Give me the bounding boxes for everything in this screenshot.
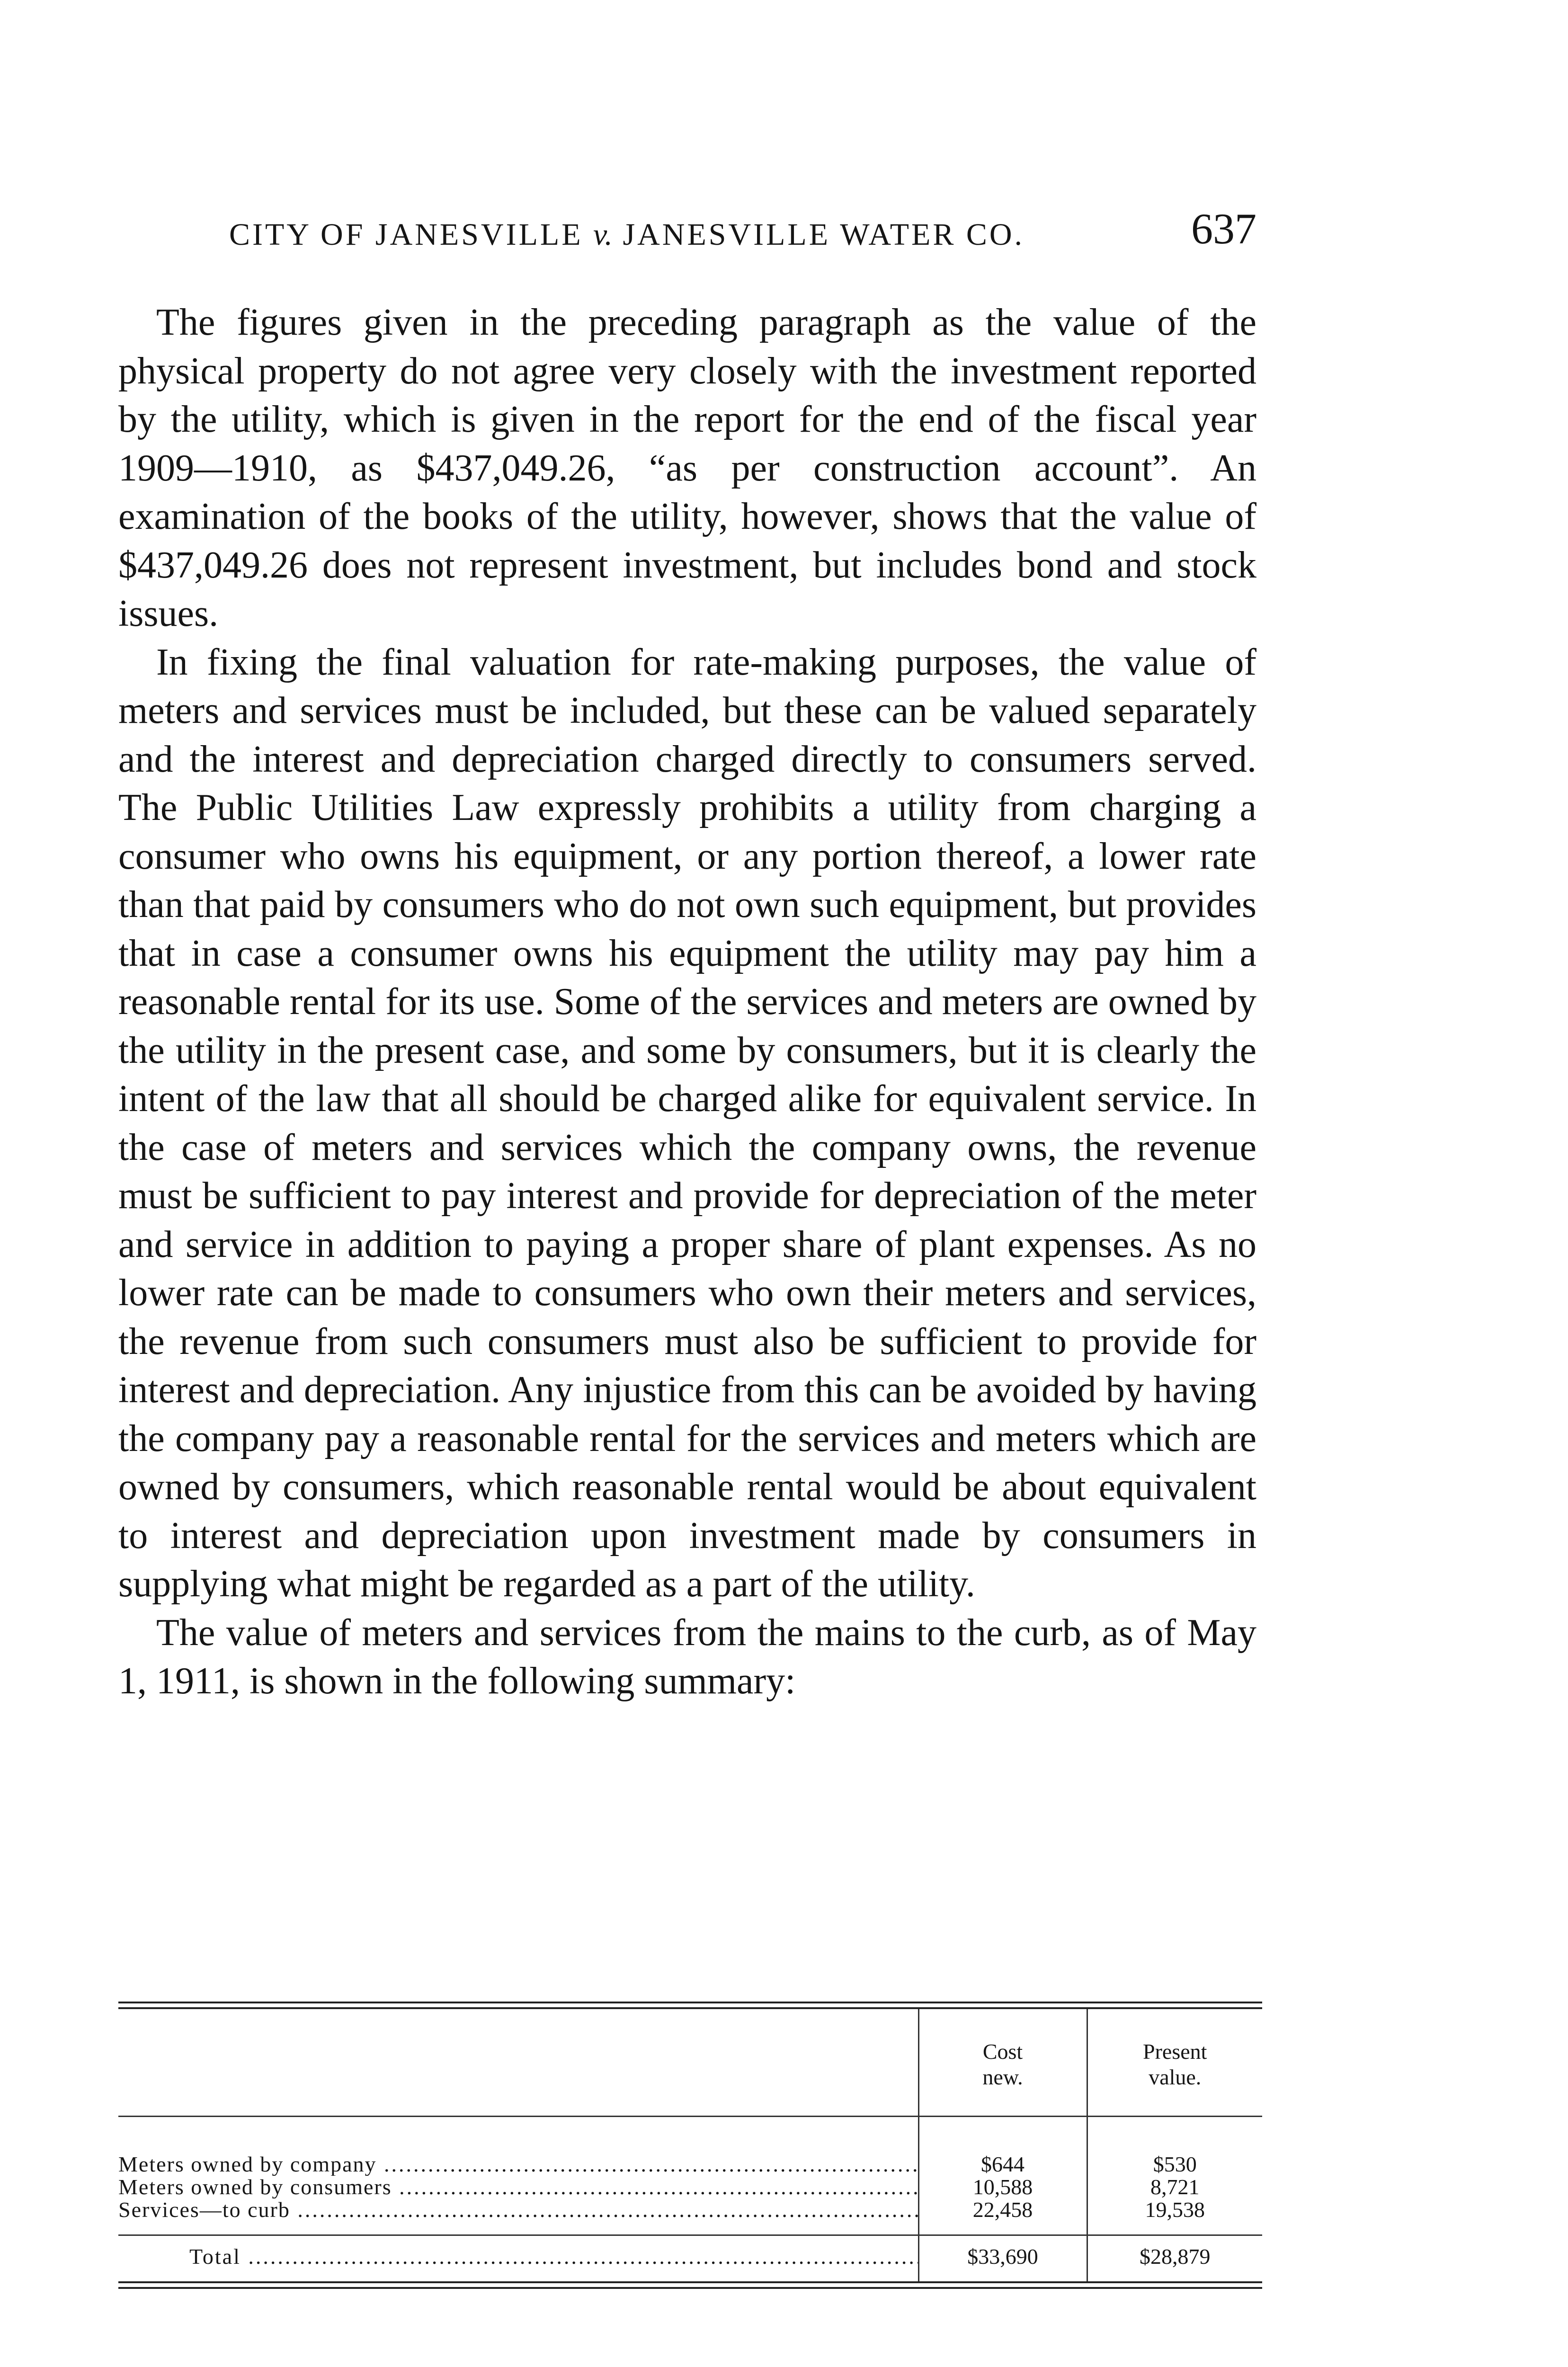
cell-present-value: $530 [1087, 2116, 1262, 2176]
header-blank [118, 2009, 918, 2116]
table-total-row [118, 2235, 1262, 2281]
total-cost-new: $33,690 [918, 2235, 1087, 2281]
running-head [229, 217, 1025, 253]
body-text [118, 298, 1256, 1706]
page-number: 637 [1191, 205, 1256, 253]
table-header-row [118, 2009, 1262, 2116]
table-bottom-rule [118, 2281, 1262, 2289]
summary-table [118, 2002, 1262, 2289]
total-present-value: $28,879 [1087, 2235, 1262, 2281]
cell-cost-new: $644 [918, 2116, 1087, 2176]
running-head-part1: CITY OF JANESVILLE [229, 217, 583, 252]
cell-cost-new: 22,458 [918, 2198, 1087, 2235]
paragraph-summary-intro: The value of meters and services from the mains to the curb, as of May 1, 1911, is shown in the following summary: [118, 1611, 1256, 1702]
table-row [118, 2198, 1262, 2235]
cell-cost-new: 10,588 [918, 2176, 1087, 2198]
row-label: Meters owned by consumers ..... [118, 2176, 918, 2198]
header-cost-new: Cost new. [918, 2009, 1087, 2116]
row-label: Services—to curb ..... [118, 2198, 918, 2235]
meters-services-table [118, 2009, 1262, 2281]
running-head-versus: v. [593, 217, 613, 252]
total-label: Total ..... [118, 2235, 918, 2281]
paragraph-investment: The figures given in the preceding paragraph as the value of the physical property do not agree very closely with the investment reported by the utility, which is given in the report for the end of the fiscal year 1909—1910, as $437,049.26, “as per construction account”. An examination of the books of the utility, however, shows that the value of $437,049.26 does not represent investment, but includes bond and stock issues. [118, 302, 1256, 634]
table-top-rule [118, 2002, 1262, 2009]
header-present-value: Present value. [1087, 2009, 1262, 2116]
running-header [229, 204, 1256, 260]
row-label: Meters owned by company ..... [118, 2116, 918, 2176]
cell-present-value: 19,538 [1087, 2198, 1262, 2235]
table-row [118, 2116, 1262, 2176]
cell-present-value: 8,721 [1087, 2176, 1262, 2198]
table-row [118, 2176, 1262, 2198]
running-head-part2: JANESVILLE WATER CO. [623, 217, 1025, 252]
paragraph-valuation: In fixing the final valuation for rate-making purposes, the value of meters and services must be included, but these can be valued separately and the interest and depreciation charged directly to consumers served. The Public Utilities Law expressly prohibits a utility from charging a consumer who owns his equipment, or any portion thereof, a lower rate than that paid by consumers who do not own such equipment, but provides that in case a consumer owns his equipment the utility may pay him a reasonable rental for its use. Some of the services and meters are owned by the utility in the present case, and some by consumers, but it is clearly the intent of the law that all should be charged alike for equivalent service. In the case of meters and services which the company owns, the revenue must be sufficient to pay interest and provide for depreciation of the meter and service in addition to paying a proper share of plant expenses. As no lower rate can be made to consumers who own their meters and services, the revenue from such consumers must also be sufficient to provide for interest and depreciation. Any injustice from this can be avoided by having the company pay a reasonable rental for the services and meters which are owned by consumers, which reasonable rental would be about equivalent to interest and depreciation upon investment made by consumers in supplying what might be regarded as a part of the utility. [118, 641, 1256, 1605]
